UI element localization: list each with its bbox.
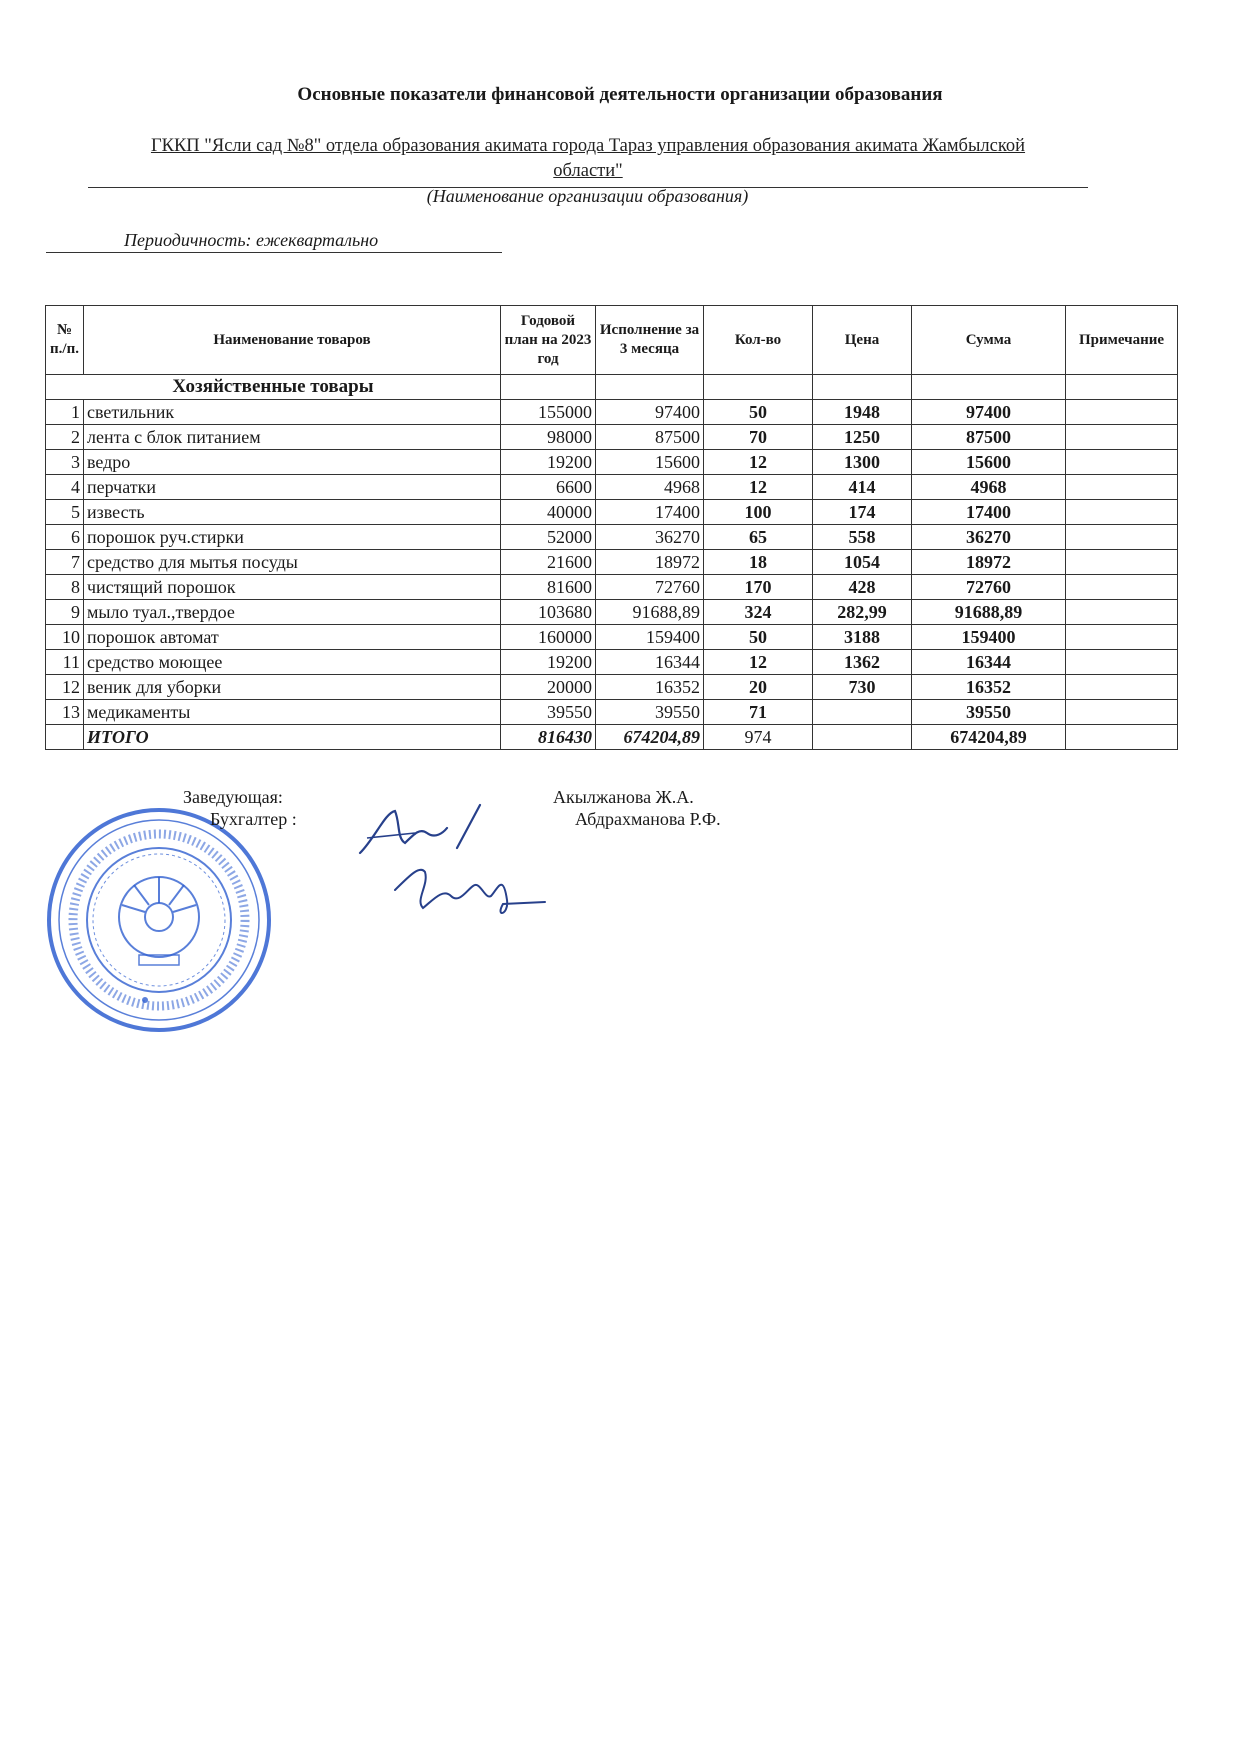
item-name-cell: средство моющее	[84, 650, 501, 675]
table-body	[46, 375, 1178, 750]
price-cell: 3188	[813, 625, 912, 650]
total-price-cell	[813, 725, 912, 750]
row-number-cell: 7	[46, 550, 84, 575]
execution-cell: 16352	[596, 675, 704, 700]
column-header-sum: Сумма	[912, 306, 1066, 375]
row-number-cell: 12	[46, 675, 84, 700]
price-cell: 1300	[813, 450, 912, 475]
organization-name	[88, 134, 1088, 184]
price-cell: 414	[813, 475, 912, 500]
note-cell	[1066, 475, 1178, 500]
row-number-cell: 2	[46, 425, 84, 450]
financial-table	[45, 305, 1178, 750]
organization-caption: (Наименование организации образования)	[426, 186, 749, 206]
section-label: Хозяйственные товары	[46, 375, 501, 400]
item-name-cell: порошок руч.стирки	[84, 525, 501, 550]
note-cell	[1066, 625, 1178, 650]
execution-cell: 4968	[596, 475, 704, 500]
sum-cell: 4968	[912, 475, 1066, 500]
execution-cell: 87500	[596, 425, 704, 450]
total-label-cell: ИТОГО	[84, 725, 501, 750]
sum-cell: 91688,89	[912, 600, 1066, 625]
column-header-note: Примечание	[1066, 306, 1178, 375]
quantity-cell: 50	[704, 400, 813, 425]
head-role-label: Заведующая:	[183, 787, 283, 807]
quantity-cell: 71	[704, 700, 813, 725]
price-cell: 730	[813, 675, 912, 700]
quantity-cell: 170	[704, 575, 813, 600]
quantity-cell: 12	[704, 650, 813, 675]
table-row	[46, 600, 1178, 625]
annual-plan-cell: 39550	[501, 700, 596, 725]
annual-plan-cell: 81600	[501, 575, 596, 600]
table-row	[46, 625, 1178, 650]
accountant-name: Абдрахманова Р.Ф.	[575, 809, 721, 829]
item-name-cell: ведро	[84, 450, 501, 475]
row-number-cell: 4	[46, 475, 84, 500]
table-row	[46, 400, 1178, 425]
official-seal-image	[44, 805, 274, 1035]
item-name-cell: веник для уборки	[84, 675, 501, 700]
note-cell	[1066, 550, 1178, 575]
row-number-cell: 13	[46, 700, 84, 725]
table-cell	[1066, 375, 1178, 400]
organization-name-line1: ГККП "Ясли сад №8" отдела образования акимата города Тараз управления образования акимата Жамбылской	[150, 136, 1026, 156]
note-cell	[1066, 525, 1178, 550]
row-number-cell: 8	[46, 575, 84, 600]
document-title: Основные показатели финансовой деятельности организации образования	[297, 84, 943, 105]
column-header-plan: Годовой план на 2023 год	[501, 306, 596, 375]
sum-cell: 39550	[912, 700, 1066, 725]
row-number-cell: 10	[46, 625, 84, 650]
quantity-cell: 70	[704, 425, 813, 450]
table-cell	[813, 375, 912, 400]
execution-cell: 18972	[596, 550, 704, 575]
annual-plan-cell: 21600	[501, 550, 596, 575]
table-cell	[596, 375, 704, 400]
execution-cell: 159400	[596, 625, 704, 650]
row-number-cell: 6	[46, 525, 84, 550]
price-cell: 1054	[813, 550, 912, 575]
quantity-cell: 324	[704, 600, 813, 625]
quantity-cell: 50	[704, 625, 813, 650]
quantity-cell: 65	[704, 525, 813, 550]
accountant-role-label: Бухгалтер :	[210, 809, 297, 829]
quantity-cell: 12	[704, 450, 813, 475]
table-cell	[912, 375, 1066, 400]
total-execution-cell: 674204,89	[596, 725, 704, 750]
annual-plan-cell: 103680	[501, 600, 596, 625]
price-cell: 1948	[813, 400, 912, 425]
total-sum-cell: 674204,89	[912, 725, 1066, 750]
execution-cell: 91688,89	[596, 600, 704, 625]
head-signature-image	[355, 803, 495, 863]
sum-cell: 17400	[912, 500, 1066, 525]
row-number-cell: 5	[46, 500, 84, 525]
accountant-signature-image	[385, 860, 555, 920]
total-number-cell	[46, 725, 84, 750]
item-name-cell: чистящий порошок	[84, 575, 501, 600]
quantity-cell: 100	[704, 500, 813, 525]
table-row	[46, 525, 1178, 550]
item-name-cell: порошок автомат	[84, 625, 501, 650]
table-row	[46, 675, 1178, 700]
annual-plan-cell: 52000	[501, 525, 596, 550]
price-cell: 282,99	[813, 600, 912, 625]
quantity-cell: 12	[704, 475, 813, 500]
sum-cell: 16344	[912, 650, 1066, 675]
price-cell	[813, 700, 912, 725]
item-name-cell: медикаменты	[84, 700, 501, 725]
section-row	[46, 375, 1178, 400]
item-name-cell: мыло туал.,твердое	[84, 600, 501, 625]
price-cell: 428	[813, 575, 912, 600]
organization-name-line2: области"	[553, 161, 623, 181]
table-row	[46, 450, 1178, 475]
note-cell	[1066, 600, 1178, 625]
annual-plan-cell: 160000	[501, 625, 596, 650]
item-name-cell: светильник	[84, 400, 501, 425]
column-header-number: № п./п.	[46, 306, 84, 375]
sum-cell: 36270	[912, 525, 1066, 550]
table-row	[46, 425, 1178, 450]
annual-plan-cell: 6600	[501, 475, 596, 500]
column-header-quantity: Кол-во	[704, 306, 813, 375]
note-cell	[1066, 400, 1178, 425]
sum-cell: 18972	[912, 550, 1066, 575]
quantity-cell: 20	[704, 675, 813, 700]
table-header-row	[46, 306, 1178, 375]
annual-plan-cell: 155000	[501, 400, 596, 425]
note-cell	[1066, 675, 1178, 700]
note-cell	[1066, 425, 1178, 450]
sum-cell: 15600	[912, 450, 1066, 475]
column-header-execution: Исполнение за 3 месяца	[596, 306, 704, 375]
sum-cell: 16352	[912, 675, 1066, 700]
periodicity-label: Периодичность: ежеквартально	[124, 230, 379, 250]
price-cell: 174	[813, 500, 912, 525]
annual-plan-cell: 98000	[501, 425, 596, 450]
execution-cell: 39550	[596, 700, 704, 725]
column-header-price: Цена	[813, 306, 912, 375]
note-cell	[1066, 500, 1178, 525]
item-name-cell: средство для мытья посуды	[84, 550, 501, 575]
head-name: Акылжанова Ж.А.	[553, 787, 694, 807]
table-row	[46, 475, 1178, 500]
sum-cell: 97400	[912, 400, 1066, 425]
execution-cell: 36270	[596, 525, 704, 550]
total-row	[46, 725, 1178, 750]
table-row	[46, 575, 1178, 600]
total-plan-cell: 816430	[501, 725, 596, 750]
periodicity-underline	[46, 252, 502, 253]
table-cell	[704, 375, 813, 400]
table-cell	[501, 375, 596, 400]
item-name-cell: перчатки	[84, 475, 501, 500]
total-note-cell	[1066, 725, 1178, 750]
item-name-cell: известь	[84, 500, 501, 525]
execution-cell: 15600	[596, 450, 704, 475]
row-number-cell: 1	[46, 400, 84, 425]
price-cell: 558	[813, 525, 912, 550]
annual-plan-cell: 40000	[501, 500, 596, 525]
execution-cell: 16344	[596, 650, 704, 675]
note-cell	[1066, 450, 1178, 475]
price-cell: 1362	[813, 650, 912, 675]
annual-plan-cell: 20000	[501, 675, 596, 700]
note-cell	[1066, 575, 1178, 600]
row-number-cell: 11	[46, 650, 84, 675]
sum-cell: 72760	[912, 575, 1066, 600]
sum-cell: 87500	[912, 425, 1066, 450]
table-row	[46, 500, 1178, 525]
table-row	[46, 700, 1178, 725]
sum-cell: 159400	[912, 625, 1066, 650]
annual-plan-cell: 19200	[501, 650, 596, 675]
price-cell: 1250	[813, 425, 912, 450]
annual-plan-cell: 19200	[501, 450, 596, 475]
table-row	[46, 550, 1178, 575]
column-header-name: Наименование товаров	[84, 306, 501, 375]
note-cell	[1066, 700, 1178, 725]
row-number-cell: 9	[46, 600, 84, 625]
row-number-cell: 3	[46, 450, 84, 475]
quantity-cell: 18	[704, 550, 813, 575]
table-row	[46, 650, 1178, 675]
total-quantity-cell: 974	[704, 725, 813, 750]
execution-cell: 17400	[596, 500, 704, 525]
execution-cell: 97400	[596, 400, 704, 425]
execution-cell: 72760	[596, 575, 704, 600]
item-name-cell: лента с блок питанием	[84, 425, 501, 450]
note-cell	[1066, 650, 1178, 675]
